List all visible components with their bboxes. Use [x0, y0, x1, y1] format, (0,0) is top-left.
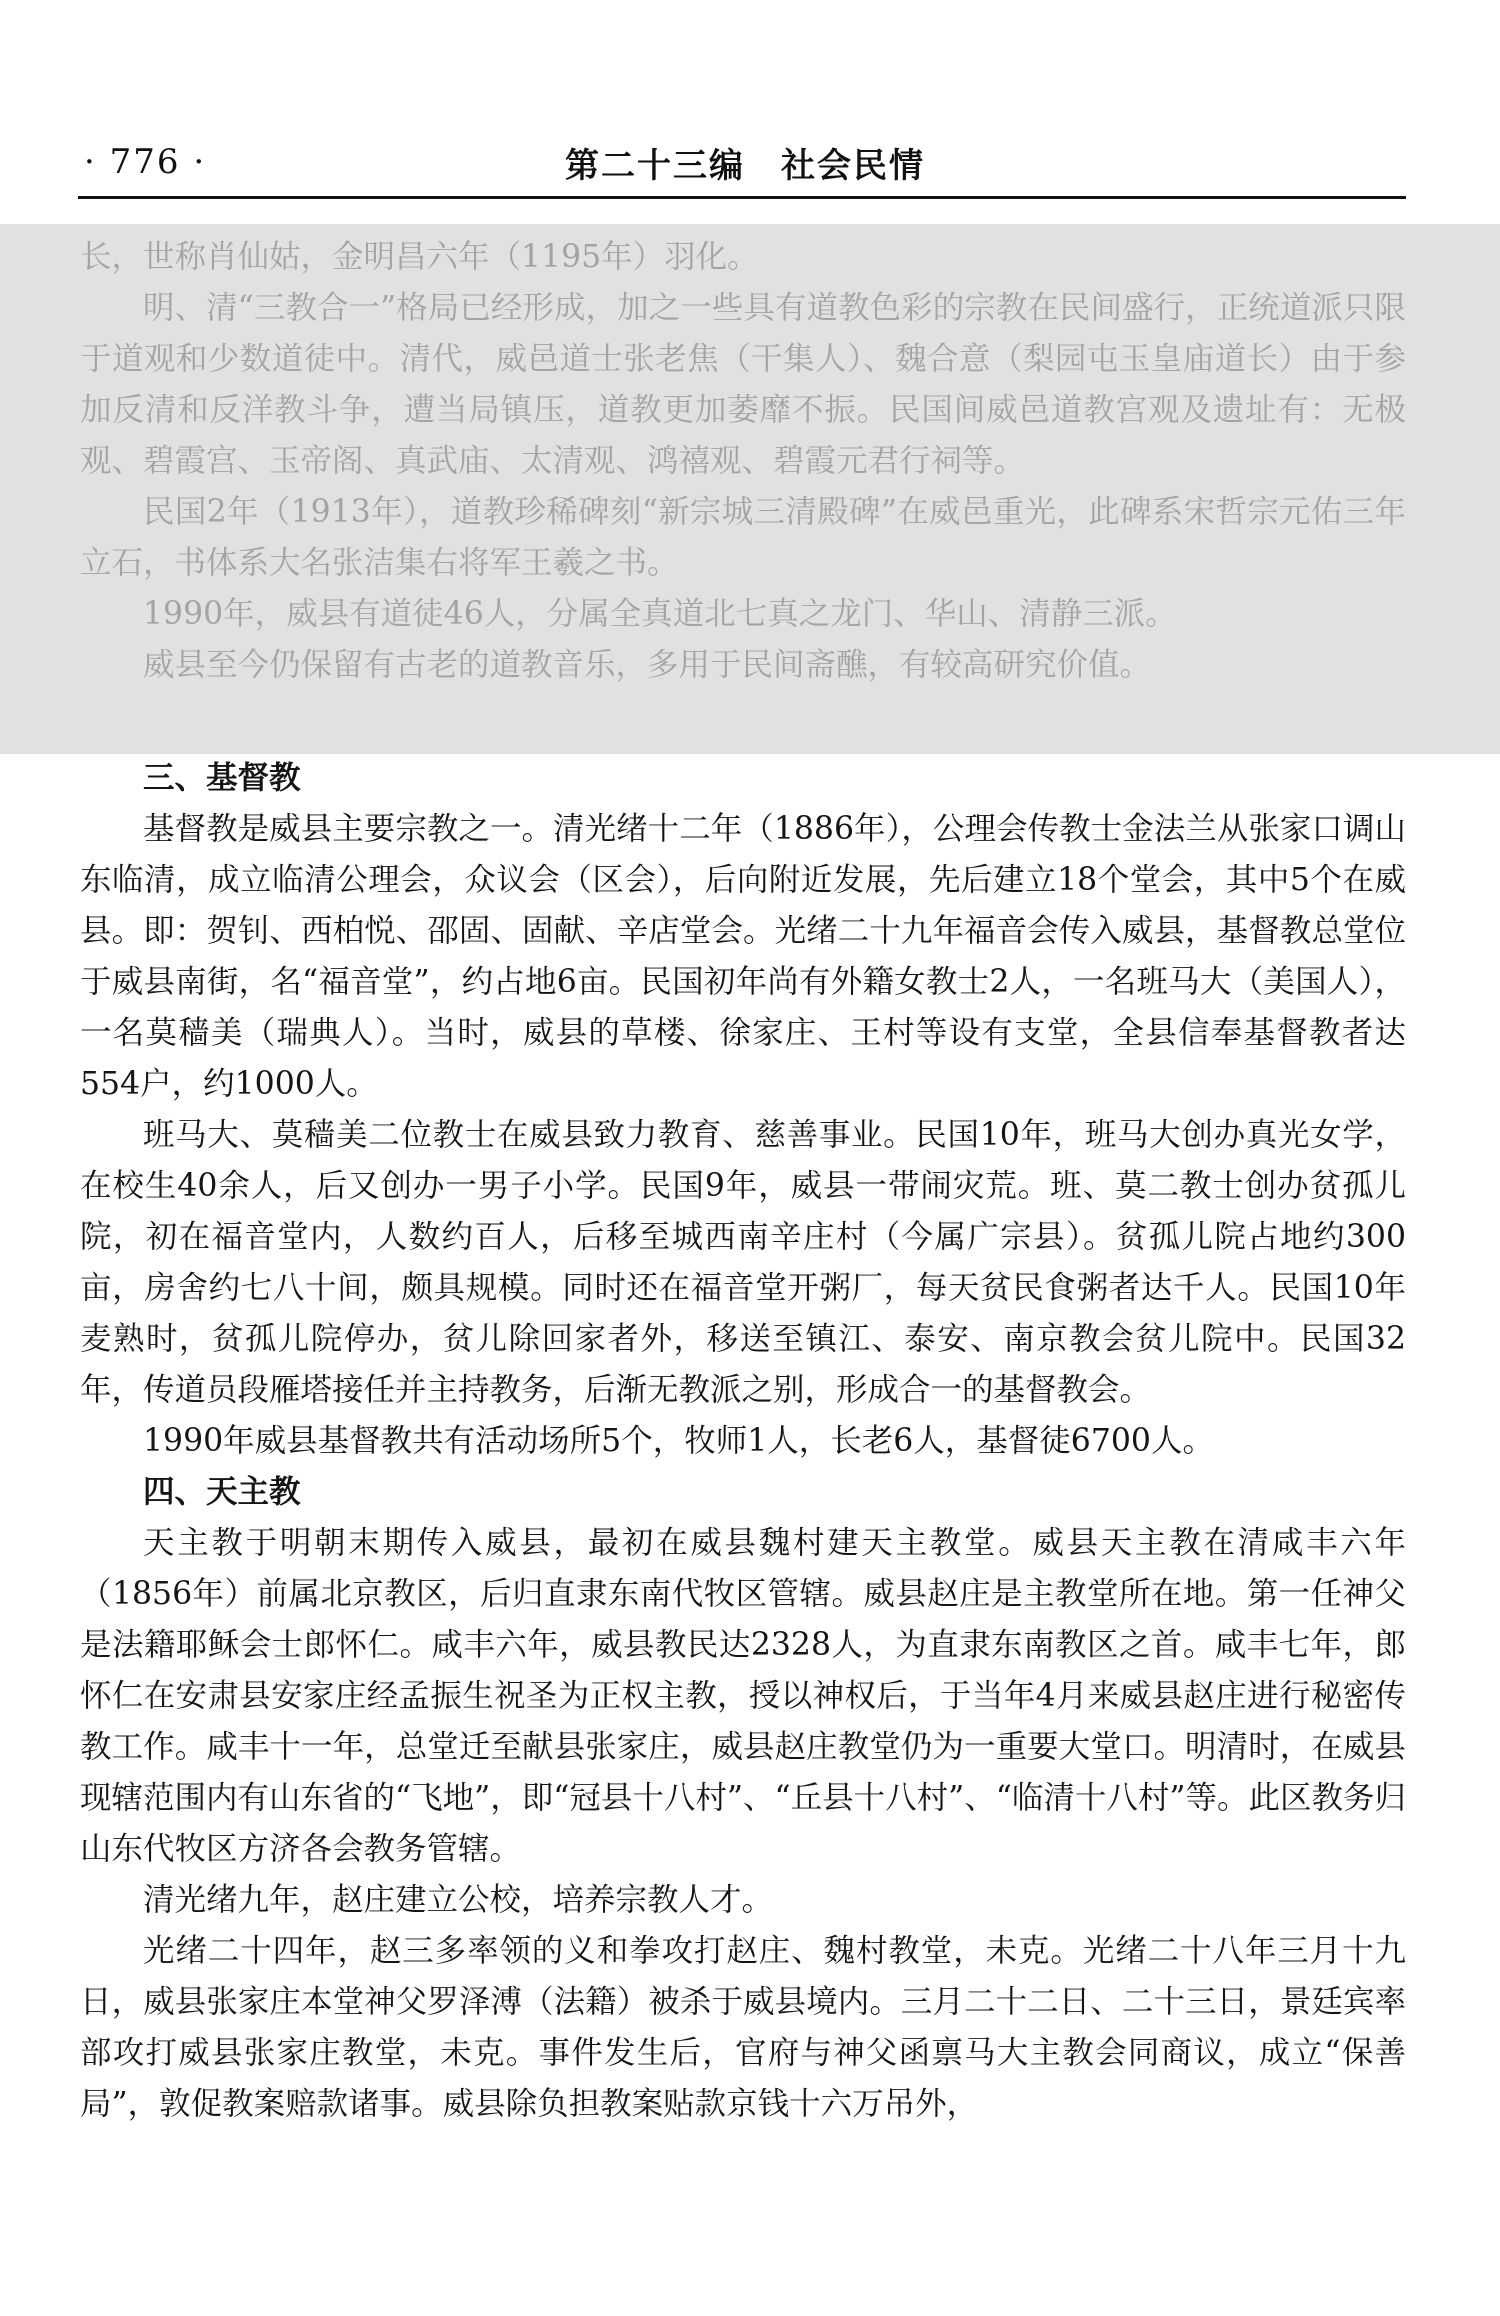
section-heading-christianity: 三、基督教	[143, 760, 301, 796]
paragraph: 光绪二十四年，赵三多率领的义和拳攻打赵庄、魏村教堂，未克。光绪二十八年三月十九日，威县张家庄本堂神父罗泽溥（法籍）被杀于威县境内。三月二十二日、二十三日，景廷宾率部攻打威县张家庄教堂，未克。事件发生后，官府与神父函禀马大主教会同商议，成立“保善局”，敦促教案赔款诸事。威县除负担教案贴款京钱十六万吊外，	[80, 1933, 1406, 2122]
paragraph: 清光绪九年，赵庄建立公校，培养宗教人才。	[143, 1882, 774, 1918]
header-rule	[78, 196, 1406, 199]
paragraph: 班马大、莫穑美二位教士在威县致力教育、慈善事业。民国10年，班马大创办真光女学，在校生40余人，后又创办一男子小学。民国9年，威县一带闹灾荒。班、莫二教士创办贫孤儿院，初在福音堂内，人数约百人，后移至城西南辛庄村（今属广宗县）。贫孤儿院占地约300亩，房舍约七八十间，颇具规模。同时还在福音堂开粥厂，每天贫民食粥者达千人。民国10年麦熟时，贫孤儿院停办，贫儿除回家者外，移送至镇江、泰安、南京教会贫儿院中。民国32年，传道员段雁塔接任并主持教务，后渐无教派之别，形成合一的基督教会。	[80, 1117, 1406, 1408]
paragraph: 1990年，威县有道徒46人，分属全真道北七真之龙门、华山、清静三派。	[143, 596, 1177, 632]
running-title: 第二十三编 社会民情	[565, 146, 925, 186]
paragraph: 天主教于明朝末期传入威县，最初在威县魏村建天主教堂。威县天主教在清咸丰六年（1856年）前属北京教区，后归直隶东南代牧区管辖。威县赵庄是主教堂所在地。第一任神父是法籍耶稣会士郎怀仁。咸丰六年，威县教民达2328人，为直隶东南教区之首。咸丰七年，郎怀仁在安肃县安家庄经孟振生祝圣为正权主教，授以神权后，于当年4月来威县赵庄进行秘密传教工作。咸丰十一年，总堂迁至献县张家庄，威县赵庄教堂仍为一重要大堂口。明清时，在威县现辖范围内有山东省的“飞地”，即“冠县十八村”、“丘县十八村”、“临清十八村”等。此区教务归山东代牧区方济各会教务管辖。	[80, 1525, 1406, 1867]
page-number: · 776 ·	[84, 142, 207, 182]
shaded-text	[80, 232, 1406, 691]
paragraph: 长，世称肖仙姑，金明昌六年（1195年）羽化。	[80, 239, 759, 275]
main-text	[80, 753, 1406, 2130]
section-heading-catholicism: 四、天主教	[143, 1474, 301, 1510]
paragraph: 基督教是威县主要宗教之一。清光绪十二年（1886年），公理会传教士金法兰从张家口调山东临清，成立临清公理会，众议会（区会），后向附近发展，先后建立18个堂会，其中5个在威县。即：贺钊、西柏悦、邵固、固献、辛店堂会。光绪二十九年福音会传入威县，基督教总堂位于威县南街，名“福音堂”，约占地6亩。民国初年尚有外籍女教士2人，一名班马大（美国人），一名莫穑美（瑞典人）。当时，威县的草楼、徐家庄、王村等设有支堂，全县信奉基督教者达554户，约1000人。	[80, 811, 1406, 1102]
paragraph: 明、清“三教合一”格局已经形成，加之一些具有道教色彩的宗教在民间盛行，正统道派只限于道观和少数道徒中。清代，威邑道士张老焦（干集人）、魏合意（梨园屯玉皇庙道长）由于参加反清和反洋教斗争，遭当局镇压，道教更加萎靡不振。民国间威邑道教宫观及遗址有：无极观、碧霞宫、玉帝阁、真武庙、太清观、鸿禧观、碧霞元君行祠等。	[80, 290, 1406, 479]
paragraph: 1990年威县基督教共有活动场所5个，牧师1人，长老6人，基督徒6700人。	[143, 1423, 1214, 1459]
paragraph: 威县至今仍保留有古老的道教音乐，多用于民间斋醮，有较高研究价值。	[143, 647, 1152, 683]
paragraph: 民国2年（1913年），道教珍稀碑刻“新宗城三清殿碑”在威邑重光，此碑系宋哲宗元佑三年立石，书体系大名张洁集右将军王羲之书。	[80, 494, 1406, 581]
